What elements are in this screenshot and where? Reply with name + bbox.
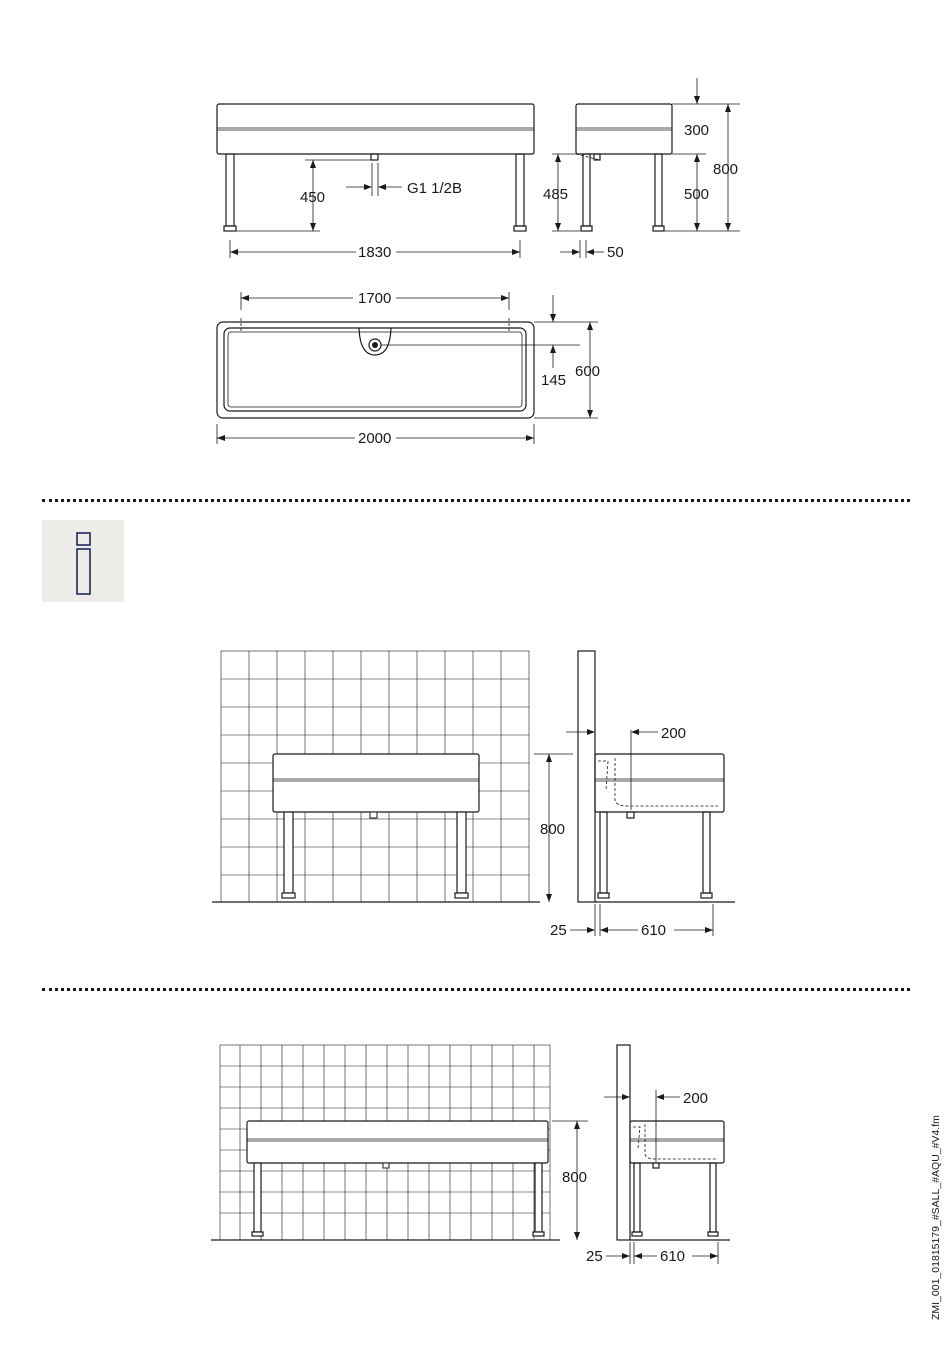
dim-1700-label: 1700 [358, 290, 392, 307]
side-installation-view [552, 1045, 730, 1264]
install2-dim-800-label: 800 [562, 1169, 588, 1186]
tile-wall [212, 651, 540, 902]
install2-dim-610-label: 610 [660, 1248, 686, 1265]
install2-dim-200-label: 200 [683, 1090, 709, 1107]
side-view [552, 78, 740, 258]
file-reference: ZMI_001_01815179_#SALL_#AQU_#V4.fm [930, 1115, 942, 1320]
tile-wall [211, 1045, 560, 1240]
install1-dim-25-label: 25 [550, 922, 567, 939]
dim-300-label: 300 [684, 122, 710, 139]
section-divider [42, 988, 910, 991]
connection-size-label: G1 1/2B [407, 180, 463, 197]
installation-drawing-2 [0, 1010, 950, 1330]
side-installation-view [534, 651, 735, 936]
dim-600-label: 600 [575, 363, 601, 380]
install1-dim-800-label: 800 [540, 821, 566, 838]
install1-dim-200-label: 200 [661, 725, 687, 742]
dimension-drawing [0, 0, 950, 480]
install1-dim-610-label: 610 [641, 922, 667, 939]
dim-500-label: 500 [684, 186, 710, 203]
front-view [217, 104, 534, 258]
dim-800-label: 800 [713, 161, 739, 178]
dim-450-label: 450 [300, 189, 326, 206]
dim-1830-label: 1830 [358, 244, 392, 261]
plan-view [217, 292, 601, 444]
installation-drawing-1 [0, 500, 950, 960]
dim-485-label: 485 [543, 186, 569, 203]
dim-50-label: 50 [607, 244, 624, 261]
install2-dim-25-label: 25 [586, 1248, 603, 1265]
dim-2000-label: 2000 [358, 430, 392, 447]
dim-145-label: 145 [541, 372, 567, 389]
